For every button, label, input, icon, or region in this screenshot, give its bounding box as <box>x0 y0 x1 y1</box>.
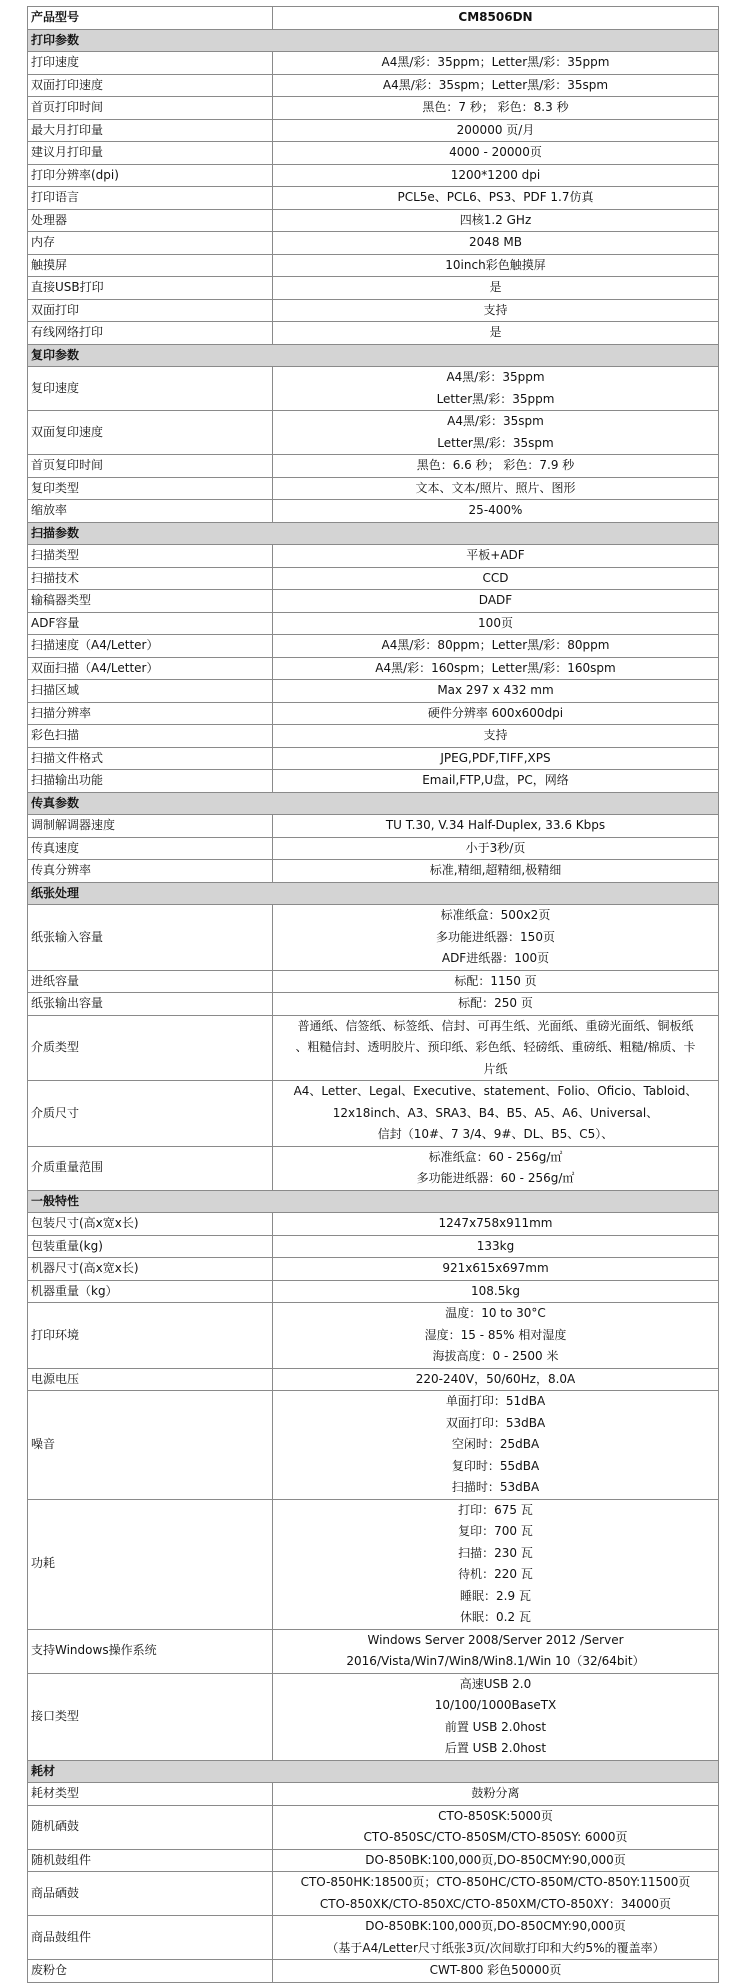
spec-row <box>28 254 719 277</box>
spec-value <box>273 860 719 883</box>
spec-value <box>273 1213 719 1236</box>
spec-value <box>273 1368 719 1391</box>
spec-value-line: 前置 USB 2.0host <box>444 1719 547 1734</box>
spec-value-line: 普通纸、信签纸、标签纸、信封、可再生纸、光面纸、重磅光面纸、铜板纸 <box>297 1018 694 1033</box>
spec-value-line: 鼓粉分离 <box>471 1786 520 1800</box>
spec-row <box>28 477 719 500</box>
spec-row <box>28 657 719 680</box>
spec-label: 扫描文件格式 <box>28 747 273 770</box>
spec-value-line: DADF <box>478 593 513 607</box>
spec-value <box>273 142 719 165</box>
spec-table <box>27 6 719 1983</box>
section-title: 耗材 <box>28 1760 719 1783</box>
spec-value-line: DO-850BK:100,000页,DO-850CMY:90,000页 <box>365 1919 626 1933</box>
spec-value-line: 高速USB 2.0 <box>459 1676 532 1691</box>
spec-value <box>273 455 719 478</box>
spec-label: 噪音 <box>28 1391 273 1500</box>
spec-value-line: 复印：700 瓦 <box>458 1524 533 1538</box>
spec-value-line: JPEG,PDF,TIFF,XPS <box>440 750 551 765</box>
spec-value-line: Max 297 x 432 mm <box>437 683 554 697</box>
spec-value-line: PCL5e、PCL6、PS3、PDF 1.7仿真 <box>397 190 594 204</box>
spec-value-line: 12x18inch、A3、SRA3、B4、B5、A5、A6、Universal、 <box>332 1105 659 1120</box>
spec-value-line: 湿度：15 - 85% 相对湿度 <box>424 1327 567 1342</box>
spec-value-line: 单面打印：51dBA <box>445 1394 546 1408</box>
spec-value <box>273 411 719 455</box>
spec-value <box>273 187 719 210</box>
spec-value-line: DO-850BK:100,000页,DO-850CMY:90,000页 <box>365 1852 626 1867</box>
spec-value <box>273 1280 719 1303</box>
spec-label: 打印语言 <box>28 187 273 210</box>
spec-label: 进纸容量 <box>28 970 273 993</box>
header-row <box>28 7 719 30</box>
spec-row <box>28 1235 719 1258</box>
spec-label: 处理器 <box>28 209 273 232</box>
spec-label: 打印速度 <box>28 52 273 75</box>
spec-row <box>28 277 719 300</box>
spec-value-line: 1247x758x911mm <box>438 1216 553 1230</box>
section-title: 一般特性 <box>28 1190 719 1213</box>
spec-value-line: A4黑/彩：35spm <box>447 414 544 428</box>
spec-label: 扫描技术 <box>28 567 273 590</box>
spec-label: 耗材类型 <box>28 1783 273 1806</box>
spec-label: 扫描分辨率 <box>28 702 273 725</box>
spec-row <box>28 1629 719 1673</box>
spec-value-line: 133kg <box>476 1238 515 1253</box>
spec-value-line: 双面打印：53dBA <box>445 1415 546 1430</box>
spec-value <box>273 612 719 635</box>
section-title: 扫描参数 <box>28 522 719 545</box>
spec-row <box>28 455 719 478</box>
spec-value-line: 是 <box>489 280 502 294</box>
spec-value-line: 4000 - 20000页 <box>449 145 542 159</box>
spec-label: 随机鼓组件 <box>28 1849 273 1872</box>
spec-value-line: 待机：220 瓦 <box>458 1567 533 1581</box>
spec-value-line: 标准纸盒：500x2页 <box>440 908 551 922</box>
spec-row <box>28 142 719 165</box>
spec-value-line: ADF进纸器：100页 <box>441 951 550 965</box>
spec-value-line: Windows Server 2008/Server 2012 /Server <box>367 1632 624 1647</box>
spec-value <box>273 1783 719 1806</box>
spec-row <box>28 905 719 971</box>
spec-label: 介质类型 <box>28 1015 273 1081</box>
spec-value <box>273 1235 719 1258</box>
spec-value <box>273 725 719 748</box>
spec-value <box>273 500 719 523</box>
spec-value-line: CTO-850XK/CTO-850XC/CTO-850XM/CTO-850XY：34000页 <box>319 1896 672 1911</box>
spec-value <box>273 209 719 232</box>
spec-row <box>28 747 719 770</box>
spec-value-line: 黑色：7 秒； 彩色：8.3 秒 <box>422 100 569 114</box>
spec-value <box>273 299 719 322</box>
spec-value-line: A4、Letter、Legal、Executive、statement、Folio、Oficio、Tabloid、 <box>293 1084 698 1098</box>
spec-value-line: 扫描时：53dBA <box>451 1480 540 1494</box>
spec-row <box>28 970 719 993</box>
spec-value-line: TU T.30, V.34 Half-Duplex, 33.6 Kbps <box>385 818 606 832</box>
spec-label: 接口类型 <box>28 1673 273 1760</box>
spec-value <box>273 1673 719 1760</box>
spec-value-line: 四核1.2 GHz <box>459 212 532 227</box>
spec-row <box>28 367 719 411</box>
spec-row <box>28 1499 719 1629</box>
spec-value-line: 1200*1200 dpi <box>450 167 541 182</box>
spec-row <box>28 725 719 748</box>
spec-label: 打印分辨率(dpi) <box>28 164 273 187</box>
spec-label: 双面打印 <box>28 299 273 322</box>
spec-value-line: A4黑/彩：35ppm；Letter黑/彩：35ppm <box>381 55 610 69</box>
spec-value-line: 片纸 <box>483 1061 508 1076</box>
spec-label: 包装尺寸(高x宽x长) <box>28 1213 273 1236</box>
header-model: CM8506DN <box>273 7 719 30</box>
spec-label: 商品鼓组件 <box>28 1916 273 1960</box>
spec-label: 随机硒鼓 <box>28 1805 273 1849</box>
spec-value-line: 标配：1150 页 <box>454 973 537 988</box>
spec-label: 传真速度 <box>28 837 273 860</box>
spec-row <box>28 567 719 590</box>
spec-table-body <box>28 7 719 1983</box>
spec-value-line: Letter黑/彩：35ppm <box>436 391 555 406</box>
spec-value-line: 支持 <box>483 302 508 317</box>
spec-value-line: 空闲时：25dBA <box>451 1437 540 1451</box>
spec-value-line: A4黑/彩：80ppm；Letter黑/彩：80ppm <box>381 638 610 652</box>
spec-value <box>273 164 719 187</box>
spec-row <box>28 1960 719 1983</box>
section-title: 打印参数 <box>28 29 719 52</box>
spec-value <box>273 277 719 300</box>
spec-value <box>273 322 719 345</box>
spec-value <box>273 770 719 793</box>
spec-value-line: 黑色：6.6 秒； 彩色：7.9 秒 <box>416 458 575 472</box>
section-header-row <box>28 1190 719 1213</box>
spec-value <box>273 119 719 142</box>
spec-value <box>273 702 719 725</box>
spec-row <box>28 1015 719 1081</box>
spec-row <box>28 1280 719 1303</box>
spec-value <box>273 815 719 838</box>
spec-value-line: 睡眠：2.9 瓦 <box>460 1588 531 1603</box>
spec-row <box>28 1081 719 1147</box>
spec-value-line: 温度：10 to 30°C <box>445 1306 546 1320</box>
spec-label: 扫描区域 <box>28 680 273 703</box>
spec-row <box>28 74 719 97</box>
spec-value-line: CWT-800 彩色50000页 <box>429 1963 562 1977</box>
spec-row <box>28 993 719 1016</box>
spec-value <box>273 1849 719 1872</box>
section-header-row <box>28 522 719 545</box>
spec-label: 最大月打印量 <box>28 119 273 142</box>
spec-row <box>28 1916 719 1960</box>
spec-value <box>273 993 719 1016</box>
spec-label: 首页打印时间 <box>28 97 273 120</box>
spec-value-line: 海拔高度：0 - 2500 米 <box>432 1349 559 1363</box>
spec-sheet <box>27 6 719 1983</box>
spec-value-line: 支持 <box>483 728 508 742</box>
section-title: 纸张处理 <box>28 882 719 905</box>
spec-value-line: 108.5kg <box>471 1283 520 1298</box>
spec-value <box>273 254 719 277</box>
spec-value-line: 2048 MB <box>469 235 522 249</box>
spec-value-line: Email,FTP,U盘，PC，网络 <box>422 773 569 787</box>
spec-value-line: A4黑/彩：35spm；Letter黑/彩：35spm <box>382 77 609 92</box>
spec-value <box>273 1916 719 1960</box>
spec-row <box>28 209 719 232</box>
spec-value-line: 100页 <box>478 615 513 630</box>
spec-row <box>28 187 719 210</box>
spec-label: 触摸屏 <box>28 254 273 277</box>
section-header-row <box>28 1760 719 1783</box>
spec-value <box>273 232 719 255</box>
spec-label: 内存 <box>28 232 273 255</box>
spec-label: 彩色扫描 <box>28 725 273 748</box>
spec-value <box>273 567 719 590</box>
spec-value <box>273 1391 719 1500</box>
spec-value-line: A4黑/彩：35ppm <box>446 370 545 384</box>
spec-value-line: 打印：675 瓦 <box>458 1502 533 1517</box>
spec-value-line: 标配：250 页 <box>458 996 533 1010</box>
spec-row <box>28 1872 719 1916</box>
spec-value-line: 信封（10#、7 3/4、9#、DL、B5、C5）、 <box>377 1127 614 1141</box>
spec-label: 扫描速度（A4/Letter） <box>28 635 273 658</box>
spec-value <box>273 1258 719 1281</box>
spec-value-line: A4黑/彩：160spm；Letter黑/彩：160spm <box>375 660 616 675</box>
spec-value-line: 标准纸盒：60 - 256g/㎡ <box>428 1149 563 1164</box>
spec-label: 介质重量范围 <box>28 1146 273 1190</box>
spec-value <box>273 657 719 680</box>
spec-label: 机器重量（kg） <box>28 1280 273 1303</box>
spec-row <box>28 612 719 635</box>
spec-label: 介质尺寸 <box>28 1081 273 1147</box>
section-header-row <box>28 882 719 905</box>
spec-row <box>28 232 719 255</box>
spec-row <box>28 1391 719 1500</box>
spec-row <box>28 299 719 322</box>
spec-label: 双面打印速度 <box>28 74 273 97</box>
spec-value <box>273 52 719 75</box>
spec-row <box>28 1849 719 1872</box>
spec-value-line: 标准,精细,超精细,极精细 <box>429 863 562 877</box>
spec-value <box>273 74 719 97</box>
spec-value <box>273 1146 719 1190</box>
spec-label: 缩放率 <box>28 500 273 523</box>
spec-row <box>28 1783 719 1806</box>
spec-value-line: 200000 页/月 <box>456 122 535 137</box>
spec-label: 复印类型 <box>28 477 273 500</box>
spec-label: 复印速度 <box>28 367 273 411</box>
header-key: 产品型号 <box>28 7 273 30</box>
spec-value-line: CTO-850SC/CTO-850SM/CTO-850SY: 6000页 <box>363 1830 628 1844</box>
spec-value-line: （基于A4/Letter尺寸纸张3页/次间歇打印和大约5%的覆盖率） <box>326 1940 665 1955</box>
spec-label: 扫描类型 <box>28 545 273 568</box>
spec-label: 包装重量(kg) <box>28 1235 273 1258</box>
spec-value <box>273 1805 719 1849</box>
spec-value-line: 2016/Vista/Win7/Win8/Win8.1/Win 10（32/64bit） <box>346 1654 645 1668</box>
spec-row <box>28 119 719 142</box>
spec-row <box>28 1258 719 1281</box>
section-header-row <box>28 792 719 815</box>
spec-value <box>273 590 719 613</box>
section-title: 传真参数 <box>28 792 719 815</box>
spec-value-line: 多功能进纸器：150页 <box>436 929 555 944</box>
spec-value-line: 10inch彩色触摸屏 <box>445 257 546 272</box>
spec-value <box>273 545 719 568</box>
spec-value-line: 25-400% <box>468 503 523 517</box>
spec-value-line: 文本、文本/照片、照片、图形 <box>415 480 576 495</box>
section-header-row <box>28 29 719 52</box>
spec-row <box>28 411 719 455</box>
spec-row <box>28 635 719 658</box>
spec-label: 双面扫描（A4/Letter） <box>28 657 273 680</box>
spec-row <box>28 97 719 120</box>
spec-row <box>28 837 719 860</box>
spec-row <box>28 590 719 613</box>
spec-value-line: 小于3秒/页 <box>465 840 526 855</box>
spec-row <box>28 1805 719 1849</box>
spec-label: 商品硒鼓 <box>28 1872 273 1916</box>
spec-row <box>28 52 719 75</box>
spec-label: 纸张输入容量 <box>28 905 273 971</box>
spec-label: 首页复印时间 <box>28 455 273 478</box>
spec-value <box>273 905 719 971</box>
spec-value-line: 复印时：55dBA <box>451 1458 540 1473</box>
spec-value <box>273 1015 719 1081</box>
section-title: 复印参数 <box>28 344 719 367</box>
spec-value-line: 扫描：230 瓦 <box>458 1545 533 1560</box>
spec-label: 建议月打印量 <box>28 142 273 165</box>
spec-label: 扫描输出功能 <box>28 770 273 793</box>
spec-row <box>28 500 719 523</box>
spec-label: 纸张输出容量 <box>28 993 273 1016</box>
spec-row <box>28 815 719 838</box>
spec-label: 废粉仓 <box>28 1960 273 1983</box>
spec-value-line: CCD <box>482 570 509 585</box>
spec-value <box>273 1303 719 1369</box>
spec-row <box>28 770 719 793</box>
spec-value <box>273 477 719 500</box>
spec-value-line: 220-240V，50/60Hz，8.0A <box>415 1371 576 1386</box>
spec-label: ADF容量 <box>28 612 273 635</box>
spec-value <box>273 1081 719 1147</box>
spec-value <box>273 367 719 411</box>
spec-label: 机器尺寸(高x宽x长) <box>28 1258 273 1281</box>
spec-label: 传真分辨率 <box>28 860 273 883</box>
spec-value-line: 921x615x697mm <box>442 1261 549 1275</box>
spec-value-line: Letter黑/彩：35spm <box>437 435 554 450</box>
spec-label: 电源电压 <box>28 1368 273 1391</box>
spec-value-line: 10/100/1000BaseTX <box>434 1698 557 1712</box>
spec-value <box>273 837 719 860</box>
spec-value-line: 后置 USB 2.0host <box>444 1741 547 1755</box>
spec-value <box>273 680 719 703</box>
spec-row <box>28 1303 719 1369</box>
spec-value-line: 多功能进纸器：60 - 256g/㎡ <box>416 1171 575 1185</box>
spec-row <box>28 545 719 568</box>
spec-value-line: CTO-850SK:5000页 <box>438 1808 553 1823</box>
spec-label: 功耗 <box>28 1499 273 1629</box>
spec-value-line: 是 <box>489 325 502 339</box>
spec-label: 调制解调器速度 <box>28 815 273 838</box>
spec-value <box>273 970 719 993</box>
spec-row <box>28 1673 719 1760</box>
spec-label: 双面复印速度 <box>28 411 273 455</box>
spec-value-line: CTO-850HK:18500页；CTO-850HC/CTO-850M/CTO-850Y:11500页 <box>300 1875 691 1889</box>
spec-value-line: 硬件分辨率 600x600dpi <box>427 705 564 720</box>
spec-row <box>28 680 719 703</box>
spec-value <box>273 97 719 120</box>
spec-row <box>28 1213 719 1236</box>
section-header-row <box>28 344 719 367</box>
spec-row <box>28 860 719 883</box>
spec-label: 支持Windows操作系统 <box>28 1629 273 1673</box>
spec-value <box>273 1960 719 1983</box>
spec-value <box>273 1872 719 1916</box>
spec-label: 打印环境 <box>28 1303 273 1369</box>
spec-value-line: 休眠：0.2 瓦 <box>460 1610 531 1624</box>
spec-label: 有线网络打印 <box>28 322 273 345</box>
spec-row <box>28 702 719 725</box>
spec-row <box>28 1146 719 1190</box>
spec-value <box>273 635 719 658</box>
spec-value <box>273 1499 719 1629</box>
spec-value-line: 平板+ADF <box>466 548 525 562</box>
spec-label: 输稿器类型 <box>28 590 273 613</box>
spec-value <box>273 1629 719 1673</box>
spec-label: 直接USB打印 <box>28 277 273 300</box>
spec-value <box>273 747 719 770</box>
spec-row <box>28 322 719 345</box>
spec-row <box>28 164 719 187</box>
spec-value-line: 、粗糙信封、透明胶片、预印纸、彩色纸、轻磅纸、重磅纸、粗糙/棉质、卡 <box>295 1040 696 1054</box>
spec-row <box>28 1368 719 1391</box>
